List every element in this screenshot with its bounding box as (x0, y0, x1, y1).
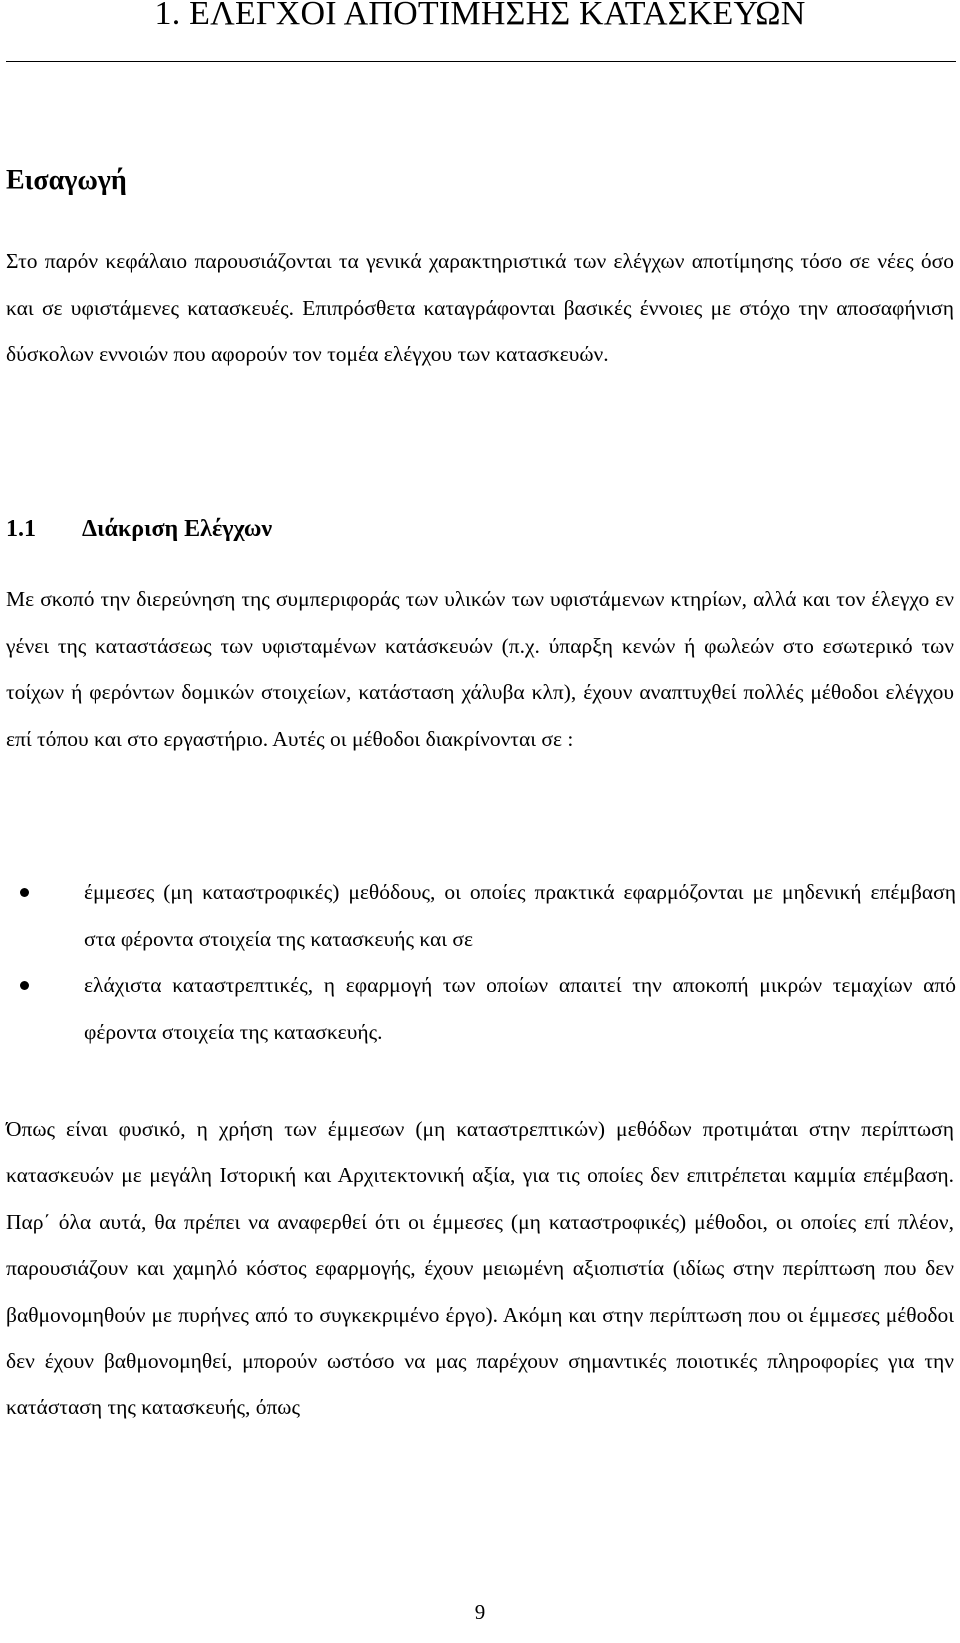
bullet-icon (20, 888, 29, 897)
methods-list (0, 869, 956, 1055)
bullet-icon (20, 981, 29, 990)
subsection-heading (6, 512, 272, 546)
title-underline (6, 61, 956, 62)
list-item (0, 869, 956, 962)
list-item-text: ελάχιστα καταστρεπτικές, η εφαρμογή των οποίων απαιτεί την αποκοπή μικρών τεμαχίων από φέροντα στοιχεία της κατασκευής. (84, 973, 956, 1044)
chapter-title: 1. ΕΛΕΓΧΟΙ ΑΠΟΤΙΜΗΣΗΣ ΚΑΤΑΣΚΕΥΩΝ (154, 0, 806, 32)
intro-heading: Εισαγωγή (6, 165, 127, 196)
subsection-title: Διάκριση Ελέγχων (82, 516, 273, 542)
list-item-text: έμμεσες (μη καταστροφικές) μεθόδους, οι οποίες πρακτικά εφαρμόζονται με μηδενική επέμβαση στα φέροντα στοιχεία της κατασκευής και σε (84, 880, 956, 951)
page-number: 9 (474, 1600, 486, 1624)
section-paragraph: Με σκοπό την διερεύνηση της συμπεριφοράς των υλικών των υφιστάμενων κτηρίων, αλλά και τον έλεγχο εν γένει της καταστάσεως των υφισταμένων κατάσκευών (π.χ. ύπαρξη κενών ή φωλεών στο εσωτερικό των τοίχων ή φερόντων δομικών στοιχείων, κατάσταση χάλυβα κλπ), έχουν αναπτυχθεί πολλές μέθοδοι ελέγχου επί τόπου και στο εργαστήριο. Αυτές οι μέθοδοι διακρίνονται σε : (6, 587, 954, 751)
subsection-number: 1.1 (6, 516, 36, 542)
intro-paragraph: Στο παρόν κεφάλαιο παρουσιάζονται τα γενικά χαρακτηριστικά των ελέγχων αποτίμησης τόσο σε νέες όσο και σε υφιστάμενες κατασκευές. Επιπρόσθετα καταγράφονται βασικές έννοιες με στόχο την αποσαφήνιση δύσκολων εννοιών που αφορούν τον τομέα ελέγχου των κατασκευών. (6, 249, 954, 366)
closing-paragraph: Όπως είναι φυσικό, η χρήση των έμμεσων (μη καταστρεπτικών) μεθόδων προτιμάται στην περίπτωση κατασκευών με μεγάλη Ιστορική και Αρχιτεκτονική αξία, για τις οποίες δεν επιτρέπεται καμμία επέμβαση. Παρ΄ όλα αυτά, θα πρέπει να αναφερθεί ότι οι έμμεσες (μη καταστροφικές) μέθοδοι, οι οποίες επί πλέον, παρουσιάζουν και χαμηλό κόστος εφαρμογής, έχουν μειωμένη αξιοπιστία (ιδίως στην περίπτωση που δεν βαθμονομηθούν με πυρήνες από το συγκεκριμένο έργο). Ακόμη και στην περίπτωση που οι έμμεσες μέθοδοι δεν έχουν βαθμονομηθεί, μπορούν ωστόσο να μας παρέχουν σημαντικές ποιοτικές πληροφορίες για την κατάσταση της κατασκευής, όπως (6, 1117, 954, 1420)
list-item (0, 962, 956, 1055)
